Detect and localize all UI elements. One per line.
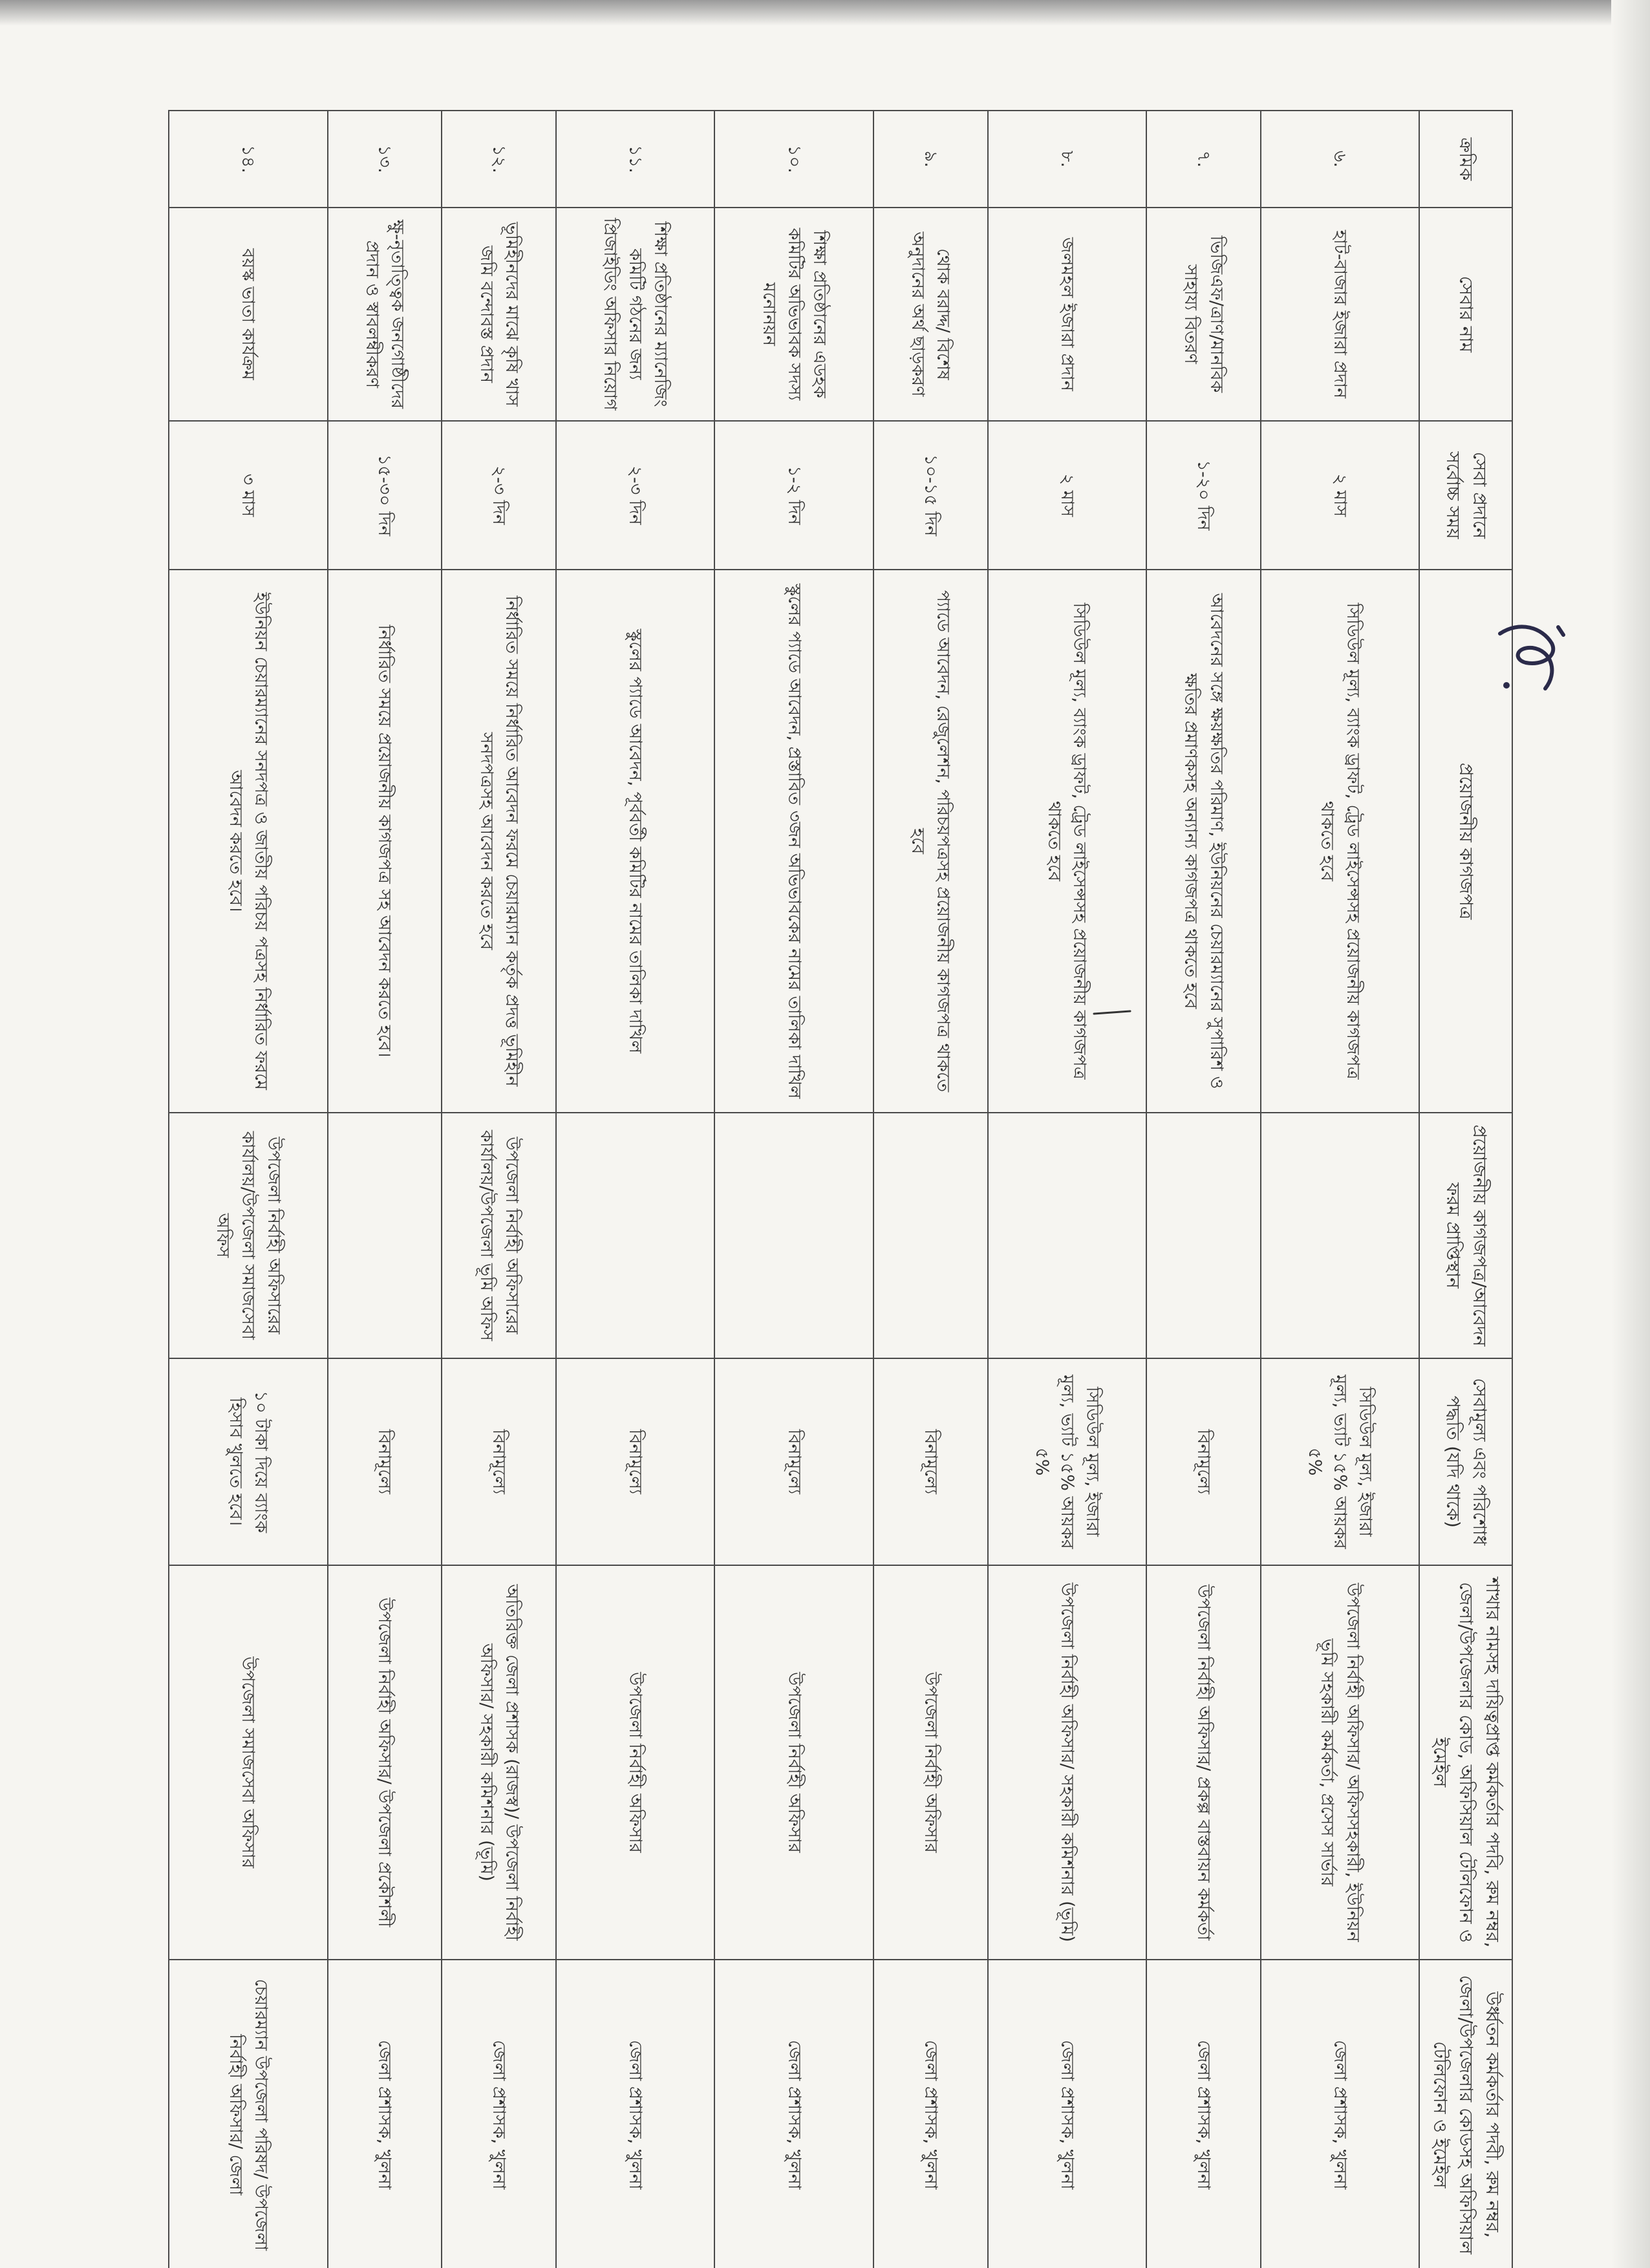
table-header-row (1419, 111, 1512, 2268)
cell-serial: ৮. (988, 111, 1147, 208)
cell-service-name: থোক বরাদ্দ/ বিশেষ অনুদানের অর্থ ছাড়করণ (873, 208, 988, 421)
cell-supervisor: জেলা প্রশাসক, খুলনা (1146, 1960, 1261, 2268)
cell-documents: নির্ধারিত সময়ে নির্ধারিত আবেদন ফরমে চেয়ারম্যান কর্তৃক প্রদত্ত ভূমিহীন সনদপত্রসহ আবেদন করতে হবে (442, 570, 556, 1113)
cell-service-name: শিক্ষা প্রতিষ্ঠানের এডহক কমিটির অভিভাবক সদস্য মনোনয়ন (714, 208, 873, 421)
rotated-table-container (168, 110, 1513, 2268)
cell-officer: উপজেলা নির্বাহী অফিসার/ উপজেলা প্রকৌশলী (328, 1565, 442, 1960)
table-row (1261, 111, 1420, 2268)
cell-documents: আবেদনের সঙ্গে ক্ষয়ক্ষতির পরিমাণ, ইউনিয়নের চেয়ারম্যানের সুপারিশ ও ক্ষতির প্রমাণকসহ অন্যান্য কাগজপত্র থাকতে হবে (1146, 570, 1261, 1113)
table-row (328, 111, 442, 2268)
cell-max-time: ২ মাস (1261, 421, 1420, 570)
table-row (873, 111, 988, 2268)
cell-fee: বিনামূল্যে (328, 1358, 442, 1565)
cell-supervisor: জেলা প্রশাসক, খুলনা (328, 1960, 442, 2268)
table-row (1146, 111, 1261, 2268)
service-table (168, 110, 1513, 2268)
header-supervisor: উর্ধ্বতন কর্মকর্তার পদবী, রুম নম্বর, জেলা/উপজেলার কোডসহ অফিসিয়াল টেলিফোন ও ইমেইল (1419, 1960, 1512, 2268)
scan-top-shadow (0, 0, 1650, 26)
cell-fee: বিনামূল্যে (1146, 1358, 1261, 1565)
cell-serial: ৯. (873, 111, 988, 208)
header-documents: প্রয়োজনীয় কাগজপত্র (1419, 570, 1512, 1113)
cell-fee: বিনামূল্যে (556, 1358, 715, 1565)
cell-serial: ১৩. (328, 111, 442, 208)
cell-documents: সিডিউল মূল্য, ব্যাংক ড্রাফট, ট্রেড লাইসেন্সসহ প্রয়োজনীয় কাগজপত্র থাকতে হবে (1261, 570, 1420, 1113)
cell-form-source (1261, 1113, 1420, 1358)
cell-service-name: ক্ষু-নৃতাত্ত্বিক জনগোষ্ঠীদের প্রদান ও স্বাবলম্বীকরণ (328, 208, 442, 421)
cell-fee: সিডিউল মূল্য, ইজারা মূল্য, ভ্যাট ১৫% আয়কর ৫% (988, 1358, 1147, 1565)
cell-supervisor: জেলা প্রশাসক, খুলনা (873, 1960, 988, 2268)
cell-officer: উপজেলা নির্বাহী অফিসার/ অফিসসহকারী, ইউনিয়ন ভূমি সহকারী কর্মকর্তা, প্রসেস সার্ভার (1261, 1565, 1420, 1960)
cell-documents: ইউনিয়ন চেয়ারম্যানের সনদপত্র ও জাতীয় পরিচয় পত্রসহ নির্ধারিত ফরমে আবেদন করতে হবে। (169, 570, 328, 1113)
table-row (169, 111, 328, 2268)
cell-documents: স্কুলের প্যাডে আবেদন, প্রস্তাবিত ৩জন অভিভাবকের নামের তালিকা দাখিল (714, 570, 873, 1113)
cell-form-source (873, 1113, 988, 1358)
header-max-time: সেবা প্রদানে সর্বোচ্চ সময় (1419, 421, 1512, 570)
table-row (556, 111, 715, 2268)
cell-serial: ৬. (1261, 111, 1420, 208)
cell-max-time: ১-২০ দিন (1146, 421, 1261, 570)
cell-officer: উপজেলা সমাজসেবা অফিসার (169, 1565, 328, 1960)
pen-mark (1093, 1009, 1131, 1016)
header-officer: শাখার নামসহ দায়িত্বপ্রাপ্ত কর্মকর্তার পদবি, রুম নম্বর, জেলা/উপজেলার কোড, অফিসিয়াল টেলিফোন ও ইমেইল (1419, 1565, 1512, 1960)
cell-service-name: বয়স্ক ভাতা কার্যক্রম (169, 208, 328, 421)
cell-fee: বিনামূল্যে (442, 1358, 556, 1565)
cell-documents: প্যাডে আবেদন, রেজুলেশন, পরিচয়পত্রসহ প্রয়োজনীয় কাগজপত্র থাকতে হবে (873, 570, 988, 1113)
table-row (442, 111, 556, 2268)
cell-service-name: ভূমিহীনদের মাঝে কৃষি খাস জমি বন্দোবস্ত প্রদান (442, 208, 556, 421)
cell-service-name: ভিজিএফ/ত্রাণ/মানবিক সাহায্য বিতরণ (1146, 208, 1261, 421)
cell-service-name: শিক্ষা প্রতিষ্ঠানের ম্যানেজিং কমিটি গঠনের জন্য প্রিজাইডিং অফিসার নিয়োগ (556, 208, 715, 421)
cell-max-time: ৩ মাস (169, 421, 328, 570)
cell-documents: সিডিউল মূল্য, ব্যাংক ড্রাফট, ট্রেড লাইসেন্সসহ প্রয়োজনীয় কাগজপত্র থাকতে হবে (988, 570, 1147, 1113)
cell-form-source: উপজেলা নির্বাহী অফিসারের কার্যালয়/উপজেলা সমাজসেবা অফিস (169, 1113, 328, 1358)
scan-right-edge (1611, 0, 1650, 2268)
cell-officer: অতিরিক্ত জেলা প্রশাসক (রাজস্ব)/ উপজেলা নির্বাহী অফিসার/ সহকারী কমিশনার (ভূমি) (442, 1565, 556, 1960)
header-serial: ক্রমিক (1419, 111, 1512, 208)
cell-officer: উপজেলা নির্বাহী অফিসার/ সহকারী কমিশনার (ভূমি) (988, 1565, 1147, 1960)
cell-documents: নির্ধারিত সময়ে প্রয়োজনীয় কাগজপত্র সহ আবেদন করতে হবে। (328, 570, 442, 1113)
cell-serial: ১০. (714, 111, 873, 208)
cell-max-time: ১৫-৩০ দিন (328, 421, 442, 570)
handwritten-signature (1481, 608, 1578, 705)
cell-max-time: ১০-১৫ দিন (873, 421, 988, 570)
cell-supervisor: জেলা প্রশাসক, খুলনা (1261, 1960, 1420, 2268)
table-row (988, 111, 1147, 2268)
cell-officer: উপজেলা নির্বাহী অফিসার (714, 1565, 873, 1960)
cell-documents: স্কুলের প্যাডে আবেদন, পূর্ববর্তী কমিটির নামের তালিকা দাখিল (556, 570, 715, 1113)
cell-fee: বিনামূল্যে (873, 1358, 988, 1565)
header-fee: সেবামূল্য এবং পরিশোধ পদ্ধতি (যদি থাকে) (1419, 1358, 1512, 1565)
header-form-source: প্রয়োজনীয় কাগজপত্র/আবেদন ফরম প্রাপ্তিস্থান (1419, 1113, 1512, 1358)
cell-form-source (1146, 1113, 1261, 1358)
table-row (714, 111, 873, 2268)
cell-form-source (328, 1113, 442, 1358)
header-service-name: সেবার নাম (1419, 208, 1512, 421)
cell-max-time: ১-২ দিন (714, 421, 873, 570)
cell-fee: বিনামূল্যে (714, 1358, 873, 1565)
cell-max-time: ২-৩ দিন (442, 421, 556, 570)
cell-service-name: জলমহল ইজারা প্রদান (988, 208, 1147, 421)
cell-serial: ৭. (1146, 111, 1261, 208)
cell-fee: সিডিউল মূল্য, ইজারা মূল্য, ভ্যাট ১৫% আয়কর ৫% (1261, 1358, 1420, 1565)
cell-max-time: ২-৩ দিন (556, 421, 715, 570)
cell-form-source (556, 1113, 715, 1358)
cell-supervisor: জেলা প্রশাসক, খুলনা (714, 1960, 873, 2268)
cell-officer: উপজেলা নির্বাহী অফিসার (873, 1565, 988, 1960)
cell-officer: উপজেলা নির্বাহী অফিসার/ প্রকল্প বাস্তবায়ন কর্মকর্তা (1146, 1565, 1261, 1960)
cell-serial: ১২. (442, 111, 556, 208)
cell-supervisor: জেলা প্রশাসক, খুলনা (556, 1960, 715, 2268)
cell-serial: ১৪. (169, 111, 328, 208)
cell-form-source (714, 1113, 873, 1358)
cell-supervisor: জেলা প্রশাসক, খুলনা (442, 1960, 556, 2268)
cell-form-source (988, 1113, 1147, 1358)
cell-service-name: হাট-বাজার ইজারা প্রদান (1261, 208, 1420, 421)
cell-supervisor: জেলা প্রশাসক, খুলনা (988, 1960, 1147, 2268)
cell-max-time: ২ মাস (988, 421, 1147, 570)
cell-supervisor: চেয়ারম্যান উপজেলা পরিষদ/ উপজেলা নির্বাহী অফিসার/ জেলা (169, 1960, 328, 2268)
cell-form-source: উপজেলা নির্বাহী অফিসারের কার্যালয়/উপজেলা ভূমি অফিস (442, 1113, 556, 1358)
cell-serial: ১১. (556, 111, 715, 208)
cell-fee: ১০ টাকা দিয়ে ব্যাংক হিসাব খুলতে হবে। (169, 1358, 328, 1565)
cell-officer: উপজেলা নির্বাহী অফিসার (556, 1565, 715, 1960)
